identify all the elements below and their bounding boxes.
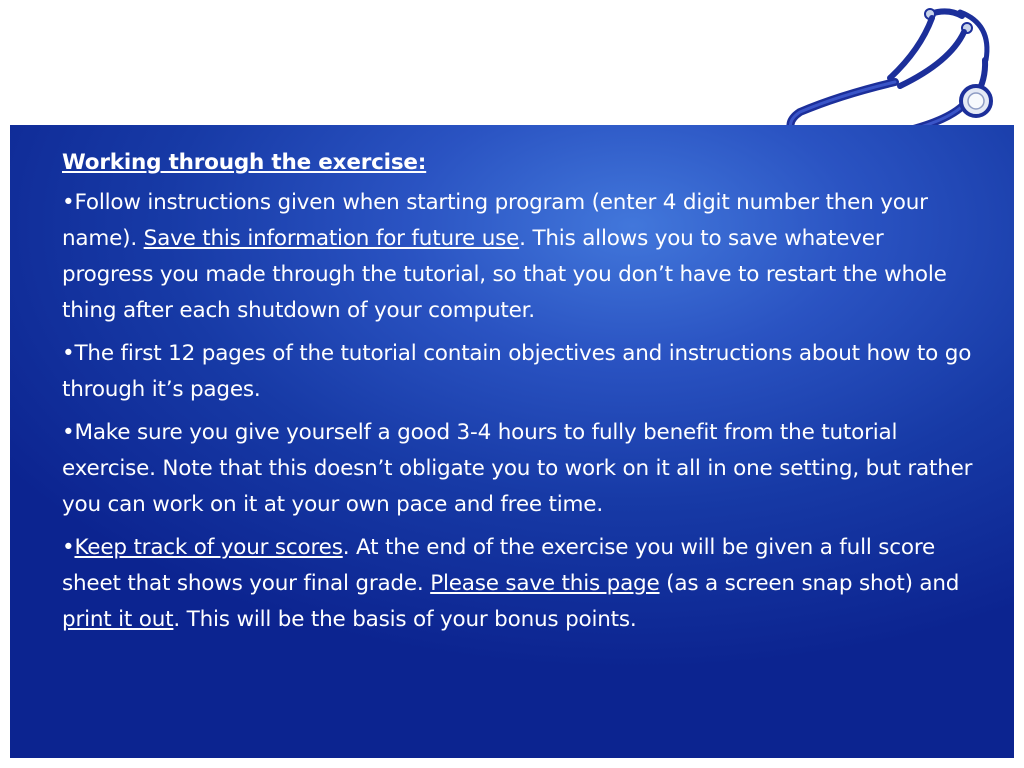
- underlined-text: Save this information for future use: [143, 226, 520, 251]
- bullet-marker: •: [62, 535, 75, 560]
- bullet-marker: •: [62, 420, 75, 445]
- slide-heading: Working through the exercise:: [62, 150, 427, 175]
- paragraph-text: The first 12 pages of the tutorial contain objectives and instructions about how to go through it’s pages.: [62, 341, 972, 402]
- paragraph-text: . At the end of the exercise you will be given a full score sheet that shows your final grade.: [62, 535, 936, 596]
- paragraph-text: Make sure you give yourself a good 3-4 hours to fully benefit from the tutorial exercise. Note that this doesn’t obligate you to work on it all in one setting, but rather you can work on it at your own pace and free time.: [62, 420, 973, 517]
- underlined-text: Please save this page: [430, 571, 660, 596]
- underlined-text: Keep track of your scores: [74, 535, 343, 560]
- bullet-paragraph: [62, 336, 974, 408]
- bullet-paragraph: [62, 530, 974, 638]
- paragraph-text: . This allows you to save whatever progress you made through the tutorial, so that you don’t have to restart the whole thing after each shutdown of your computer.: [62, 226, 947, 323]
- paragraph-text: Follow instructions given when starting program (enter 4 digit number then your name).: [62, 190, 928, 251]
- underlined-text: print it out: [62, 607, 174, 632]
- paragraph-text: . This will be the basis of your bonus points.: [173, 607, 637, 632]
- bullet-paragraph: [62, 185, 974, 329]
- content-panel: [10, 125, 1014, 758]
- paragraph-text: (as a screen snap shot) and: [659, 571, 960, 596]
- bullet-paragraph: [62, 415, 974, 523]
- bullet-marker: •: [62, 190, 75, 215]
- bullet-marker: •: [62, 341, 75, 366]
